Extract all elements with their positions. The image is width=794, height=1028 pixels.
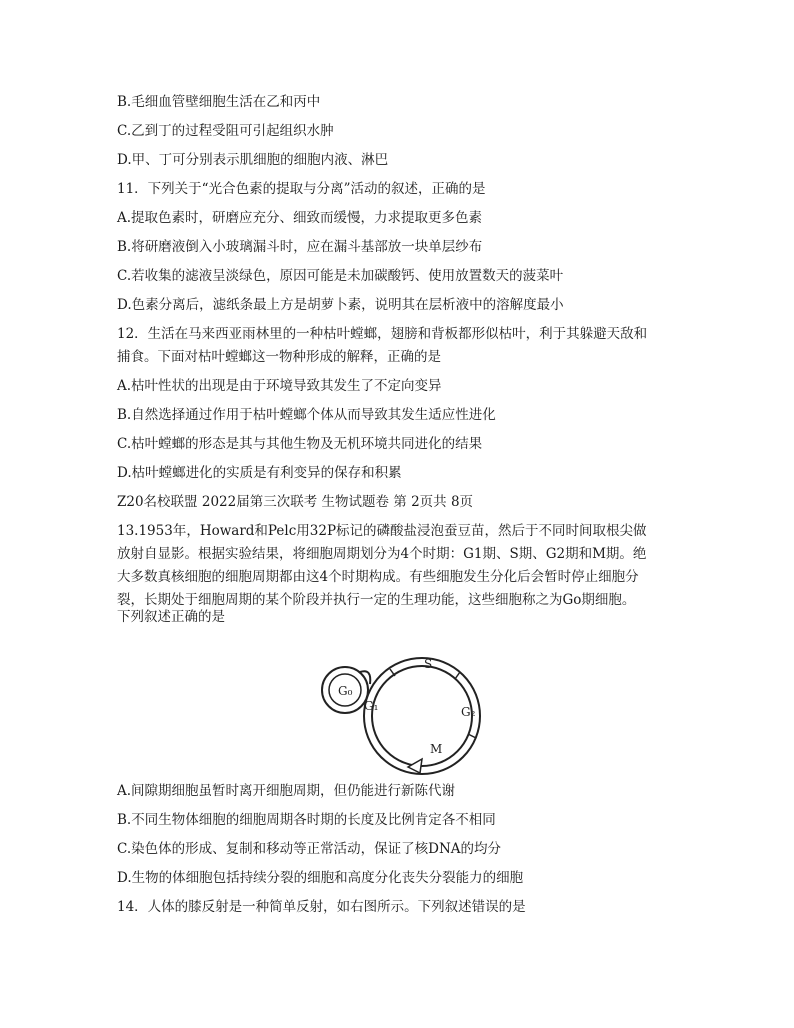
- question-13-stem: 13.1953年，Howard和Pelc用32P标记的磷酸盐浸泡蚕豆苗，然后于不同时间取根尖做: [117, 523, 647, 539]
- segment-divider: [455, 672, 460, 679]
- option-10c: C.乙到丁的过程受阻可引起组织水肿: [117, 123, 334, 139]
- option-13d: D.生物的体细胞包括持续分裂的细胞和高度分化丧失分裂能力的细胞: [117, 870, 524, 886]
- option-10b: B.毛细血管壁细胞生活在乙和丙中: [117, 94, 321, 110]
- question-13-stem-5: 下列叙述正确的是: [117, 609, 225, 625]
- question-13-stem-3: 大多数真核细胞的细胞周期都由这4个时期构成。有些细胞发生分化后会暂时停止细胞分: [117, 569, 639, 585]
- option-12a: A.枯叶性状的出现是由于环境导致其发生了不定向变异: [117, 378, 442, 394]
- label-g2: G₂: [461, 705, 476, 719]
- option-12c: C.枯叶螳螂的形态是其与其他生物及无机环境共同进化的结果: [117, 436, 483, 452]
- option-11d: D.色素分离后，滤纸条最上方是胡萝卜素，说明其在层析液中的溶解度最小: [117, 297, 564, 313]
- option-11a: A.提取色素时，研磨应充分、细致而缓慢，力求提取更多色素: [117, 210, 483, 226]
- option-13b: B.不同生物体细胞的细胞周期各时期的长度及比例肯定各不相同: [117, 812, 496, 828]
- cell-cycle-diagram: [300, 632, 500, 782]
- label-g0: G₀: [338, 684, 353, 698]
- cycle-ring-inner: [372, 666, 472, 766]
- question-11-stem: 11．下列关于“光合色素的提取与分离”活动的叙述，正确的是: [117, 181, 486, 197]
- option-13c: C.染色体的形成、复制和移动等正常活动，保证了核DNA的均分: [117, 841, 502, 857]
- option-11c: C.若收集的滤液呈淡绿色，原因可能是未加碳酸钙、使用放置数天的菠菜叶: [117, 268, 564, 284]
- option-10d: D.甲、丁可分别表示肌细胞的细胞内液、淋巴: [117, 152, 389, 168]
- segment-divider: [468, 734, 476, 738]
- option-13a: A.间隙期细胞虽暂时离开细胞周期，但仍能进行新陈代谢: [117, 783, 456, 799]
- option-11b: B.将研磨液倒入小玻璃漏斗时，应在漏斗基部放一块单层纱布: [117, 239, 483, 255]
- label-s: S: [424, 657, 433, 671]
- label-g1: G₁: [364, 699, 379, 713]
- label-m: M: [430, 742, 443, 756]
- option-12d: D.枯叶螳螂进化的实质是有利变异的保存和积累: [117, 465, 402, 481]
- question-14-stem: 14．人体的膝反射是一种简单反射，如右图所示。下列叙述错误的是: [117, 899, 526, 915]
- option-12b: B.自然选择通过作用于枯叶螳螂个体从而导致其发生适应性进化: [117, 407, 496, 423]
- question-12-stem: 12．生活在马来西亚雨林里的一种枯叶螳螂，翅膀和背板都形似枯叶，利于其躲避天敌和: [117, 326, 648, 342]
- question-12-stem-cont: 捕食。下面对枯叶螳螂这一物种形成的解释，正确的是: [117, 349, 441, 365]
- question-13-stem-4: 裂，长期处于细胞周期的某个阶段并执行一定的生理功能，这些细胞称之为Go期细胞。: [117, 592, 636, 608]
- arrow-head-icon: [408, 759, 422, 773]
- question-13-stem-2: 放射自显影。根据实验结果，将细胞周期划分为4个时期：G1期、S期、G2期和M期。绝: [117, 546, 647, 562]
- page-footer: Z20名校联盟 2022届第三次联考 生物试题卷 第 2页共 8页: [117, 494, 474, 510]
